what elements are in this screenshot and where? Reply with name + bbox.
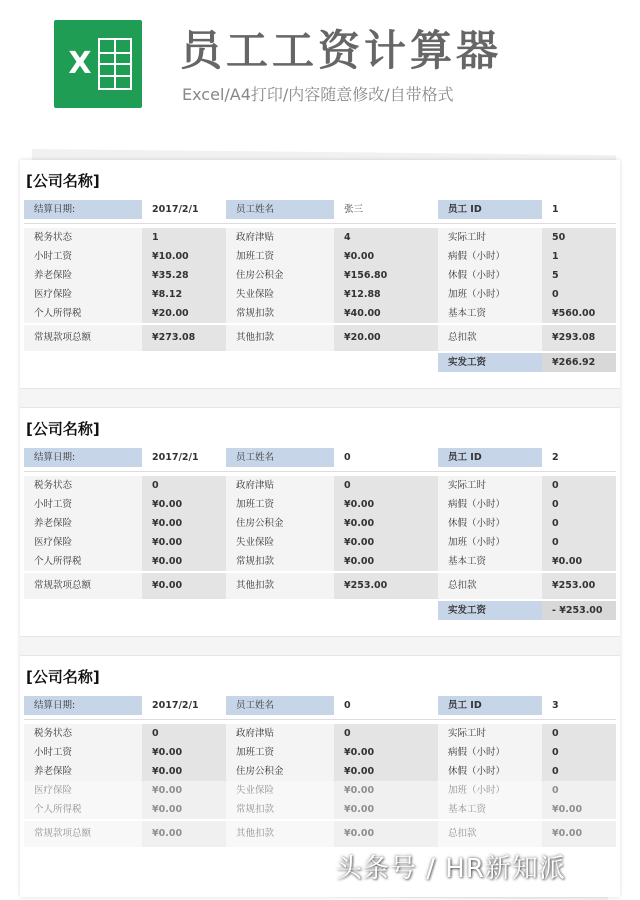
table-row bbox=[24, 353, 616, 372]
table-row bbox=[24, 800, 616, 819]
table-row bbox=[24, 325, 616, 351]
unemployment-label: 失业保险 bbox=[226, 285, 334, 304]
total-deduct-value: ¥293.08 bbox=[542, 325, 616, 351]
income-tax-label: 个人所得税 bbox=[24, 304, 142, 323]
regular-total-value: ¥0.00 bbox=[142, 573, 226, 599]
housing-fund-value: ¥0.00 bbox=[334, 762, 438, 781]
tax-status-value: 0 bbox=[142, 724, 226, 743]
gov-subsidy-label: 政府津贴 bbox=[226, 476, 334, 495]
regular-total-label: 常规款项总额 bbox=[24, 821, 142, 847]
pension-value: ¥35.28 bbox=[142, 266, 226, 285]
overtime-wage-label: 加班工资 bbox=[226, 495, 334, 514]
table-row bbox=[24, 200, 616, 219]
employee-name-value: 张三 bbox=[334, 200, 438, 219]
row-separator bbox=[24, 223, 616, 224]
total-deduct-value: ¥253.00 bbox=[542, 573, 616, 599]
regular-total-label: 常规款项总额 bbox=[24, 325, 142, 351]
pension-label: 养老保险 bbox=[24, 762, 142, 781]
net-pay-label: 实发工资 bbox=[438, 601, 542, 620]
gov-subsidy-label: 政府津贴 bbox=[226, 228, 334, 247]
page-title: 员工工资计算器 bbox=[180, 26, 503, 75]
regular-deduct-value: ¥40.00 bbox=[334, 304, 438, 323]
employee-name-label: 员工姓名 bbox=[226, 696, 334, 715]
overtime-hours-label: 加班（小时） bbox=[438, 781, 542, 800]
income-tax-label: 个人所得税 bbox=[24, 800, 142, 819]
table-row bbox=[24, 573, 616, 599]
employee-id-label: 员工 ID bbox=[438, 200, 542, 219]
tax-status-label: 税务状态 bbox=[24, 228, 142, 247]
table-row bbox=[24, 781, 616, 800]
payslip-sheet bbox=[20, 160, 620, 897]
employee-name-label: 员工姓名 bbox=[226, 200, 334, 219]
pension-value: ¥0.00 bbox=[142, 762, 226, 781]
other-deduct-value: ¥253.00 bbox=[334, 573, 438, 599]
medical-label: 医疗保险 bbox=[24, 533, 142, 552]
regular-total-label: 常规款项总额 bbox=[24, 573, 142, 599]
table-row bbox=[24, 696, 616, 715]
company-name: [公司名称] bbox=[26, 420, 100, 438]
total-deduct-label: 总扣款 bbox=[438, 325, 542, 351]
regular-deduct-label: 常规扣款 bbox=[226, 800, 334, 819]
vacation-label: 休假（小时） bbox=[438, 266, 542, 285]
sick-leave-value: 1 bbox=[542, 247, 616, 266]
sick-leave-label: 病假（小时） bbox=[438, 495, 542, 514]
total-deduct-value: ¥0.00 bbox=[542, 821, 616, 847]
vacation-value: 0 bbox=[542, 762, 616, 781]
housing-fund-value: ¥0.00 bbox=[334, 514, 438, 533]
hourly-wage-value: ¥10.00 bbox=[142, 247, 226, 266]
medical-value: ¥8.12 bbox=[142, 285, 226, 304]
watermark: 头条号 / HR新知派 bbox=[336, 854, 566, 884]
overtime-hours-label: 加班（小时） bbox=[438, 533, 542, 552]
settle-date-label: 结算日期: bbox=[24, 200, 142, 219]
base-wage-value: ¥0.00 bbox=[542, 552, 616, 571]
sick-leave-label: 病假（小时） bbox=[438, 743, 542, 762]
hourly-wage-value: ¥0.00 bbox=[142, 495, 226, 514]
settle-date-value: 2017/2/1 bbox=[142, 696, 226, 715]
net-pay-value: - ¥253.00 bbox=[542, 601, 616, 620]
medical-value: ¥0.00 bbox=[142, 781, 226, 800]
regular-deduct-label: 常规扣款 bbox=[226, 552, 334, 571]
table-row bbox=[24, 228, 616, 247]
housing-fund-label: 住房公积金 bbox=[226, 762, 334, 781]
settle-date-label: 结算日期: bbox=[24, 696, 142, 715]
table-row bbox=[24, 476, 616, 495]
section-divider bbox=[20, 388, 620, 408]
pension-label: 养老保险 bbox=[24, 266, 142, 285]
employee-name-value: 0 bbox=[334, 448, 438, 467]
table-row bbox=[24, 495, 616, 514]
payslip-record bbox=[20, 408, 620, 640]
regular-deduct-label: 常规扣款 bbox=[226, 304, 334, 323]
hourly-wage-label: 小时工资 bbox=[24, 247, 142, 266]
overtime-hours-value: 0 bbox=[542, 533, 616, 552]
vacation-value: 0 bbox=[542, 514, 616, 533]
regular-total-value: ¥0.00 bbox=[142, 821, 226, 847]
table-row bbox=[24, 762, 616, 781]
housing-fund-value: ¥156.80 bbox=[334, 266, 438, 285]
overtime-wage-label: 加班工资 bbox=[226, 743, 334, 762]
net-pay-label: 实发工资 bbox=[438, 353, 542, 372]
medical-label: 医疗保险 bbox=[24, 781, 142, 800]
sick-leave-value: 0 bbox=[542, 743, 616, 762]
employee-id-label: 员工 ID bbox=[438, 448, 542, 467]
sick-leave-value: 0 bbox=[542, 495, 616, 514]
employee-name-value: 0 bbox=[334, 696, 438, 715]
company-name: [公司名称] bbox=[26, 172, 100, 190]
other-deduct-label: 其他扣款 bbox=[226, 573, 334, 599]
hourly-wage-label: 小时工资 bbox=[24, 743, 142, 762]
page-header bbox=[0, 0, 640, 140]
row-separator bbox=[24, 471, 616, 472]
other-deduct-label: 其他扣款 bbox=[226, 325, 334, 351]
employee-id-label: 员工 ID bbox=[438, 696, 542, 715]
other-deduct-value: ¥0.00 bbox=[334, 821, 438, 847]
base-wage-value: ¥0.00 bbox=[542, 800, 616, 819]
housing-fund-label: 住房公积金 bbox=[226, 514, 334, 533]
vacation-value: 5 bbox=[542, 266, 616, 285]
table-row bbox=[24, 304, 616, 323]
medical-label: 医疗保险 bbox=[24, 285, 142, 304]
sick-leave-label: 病假（小时） bbox=[438, 247, 542, 266]
unemployment-value: ¥12.88 bbox=[334, 285, 438, 304]
employee-name-label: 员工姓名 bbox=[226, 448, 334, 467]
table-row bbox=[24, 601, 616, 620]
tax-status-value: 0 bbox=[142, 476, 226, 495]
housing-fund-label: 住房公积金 bbox=[226, 266, 334, 285]
table-row bbox=[24, 285, 616, 304]
tax-status-label: 税务状态 bbox=[24, 476, 142, 495]
employee-id-value: 1 bbox=[542, 200, 616, 219]
unemployment-value: ¥0.00 bbox=[334, 533, 438, 552]
payslip-record bbox=[20, 160, 620, 392]
actual-hours-value: 0 bbox=[542, 724, 616, 743]
unemployment-value: ¥0.00 bbox=[334, 781, 438, 800]
medical-value: ¥0.00 bbox=[142, 533, 226, 552]
actual-hours-value: 0 bbox=[542, 476, 616, 495]
base-wage-label: 基本工资 bbox=[438, 552, 542, 571]
vacation-label: 休假（小时） bbox=[438, 762, 542, 781]
table-row bbox=[24, 266, 616, 285]
settle-date-label: 结算日期: bbox=[24, 448, 142, 467]
actual-hours-label: 实际工时 bbox=[438, 228, 542, 247]
gov-subsidy-value: 0 bbox=[334, 476, 438, 495]
employee-id-value: 2 bbox=[542, 448, 616, 467]
gov-subsidy-label: 政府津贴 bbox=[226, 724, 334, 743]
overtime-wage-value: ¥0.00 bbox=[334, 247, 438, 266]
base-wage-label: 基本工资 bbox=[438, 800, 542, 819]
base-wage-label: 基本工资 bbox=[438, 304, 542, 323]
vacation-label: 休假（小时） bbox=[438, 514, 542, 533]
table-row bbox=[24, 514, 616, 533]
overtime-wage-label: 加班工资 bbox=[226, 247, 334, 266]
income-tax-label: 个人所得税 bbox=[24, 552, 142, 571]
gov-subsidy-value: 4 bbox=[334, 228, 438, 247]
table-row bbox=[24, 552, 616, 571]
tax-status-value: 1 bbox=[142, 228, 226, 247]
settle-date-value: 2017/2/1 bbox=[142, 448, 226, 467]
total-deduct-label: 总扣款 bbox=[438, 821, 542, 847]
income-tax-value: ¥20.00 bbox=[142, 304, 226, 323]
other-deduct-value: ¥20.00 bbox=[334, 325, 438, 351]
employee-id-value: 3 bbox=[542, 696, 616, 715]
company-name: [公司名称] bbox=[26, 668, 100, 686]
table-row bbox=[24, 247, 616, 266]
actual-hours-label: 实际工时 bbox=[438, 724, 542, 743]
regular-deduct-value: ¥0.00 bbox=[334, 552, 438, 571]
regular-deduct-value: ¥0.00 bbox=[334, 800, 438, 819]
income-tax-value: ¥0.00 bbox=[142, 552, 226, 571]
unemployment-label: 失业保险 bbox=[226, 781, 334, 800]
unemployment-label: 失业保险 bbox=[226, 533, 334, 552]
gov-subsidy-value: 0 bbox=[334, 724, 438, 743]
table-row bbox=[24, 724, 616, 743]
table-row bbox=[24, 821, 616, 847]
overtime-hours-value: 0 bbox=[542, 285, 616, 304]
section-divider bbox=[20, 636, 620, 656]
excel-logo-letter: X bbox=[68, 46, 92, 81]
actual-hours-value: 50 bbox=[542, 228, 616, 247]
table-row bbox=[24, 448, 616, 467]
hourly-wage-value: ¥0.00 bbox=[142, 743, 226, 762]
excel-logo-icon bbox=[54, 20, 142, 108]
overtime-wage-value: ¥0.00 bbox=[334, 743, 438, 762]
pension-value: ¥0.00 bbox=[142, 514, 226, 533]
overtime-hours-label: 加班（小时） bbox=[438, 285, 542, 304]
tax-status-label: 税务状态 bbox=[24, 724, 142, 743]
regular-total-value: ¥273.08 bbox=[142, 325, 226, 351]
other-deduct-label: 其他扣款 bbox=[226, 821, 334, 847]
pension-label: 养老保险 bbox=[24, 514, 142, 533]
base-wage-value: ¥560.00 bbox=[542, 304, 616, 323]
actual-hours-label: 实际工时 bbox=[438, 476, 542, 495]
settle-date-value: 2017/2/1 bbox=[142, 200, 226, 219]
net-pay-value: ¥266.92 bbox=[542, 353, 616, 372]
table-row bbox=[24, 533, 616, 552]
spreadsheet-grid-icon bbox=[98, 38, 132, 90]
page-subtitle: Excel/A4打印/内容随意修改/自带格式 bbox=[182, 85, 454, 104]
income-tax-value: ¥0.00 bbox=[142, 800, 226, 819]
row-separator bbox=[24, 719, 616, 720]
table-row bbox=[24, 743, 616, 762]
hourly-wage-label: 小时工资 bbox=[24, 495, 142, 514]
total-deduct-label: 总扣款 bbox=[438, 573, 542, 599]
overtime-hours-value: 0 bbox=[542, 781, 616, 800]
overtime-wage-value: ¥0.00 bbox=[334, 495, 438, 514]
